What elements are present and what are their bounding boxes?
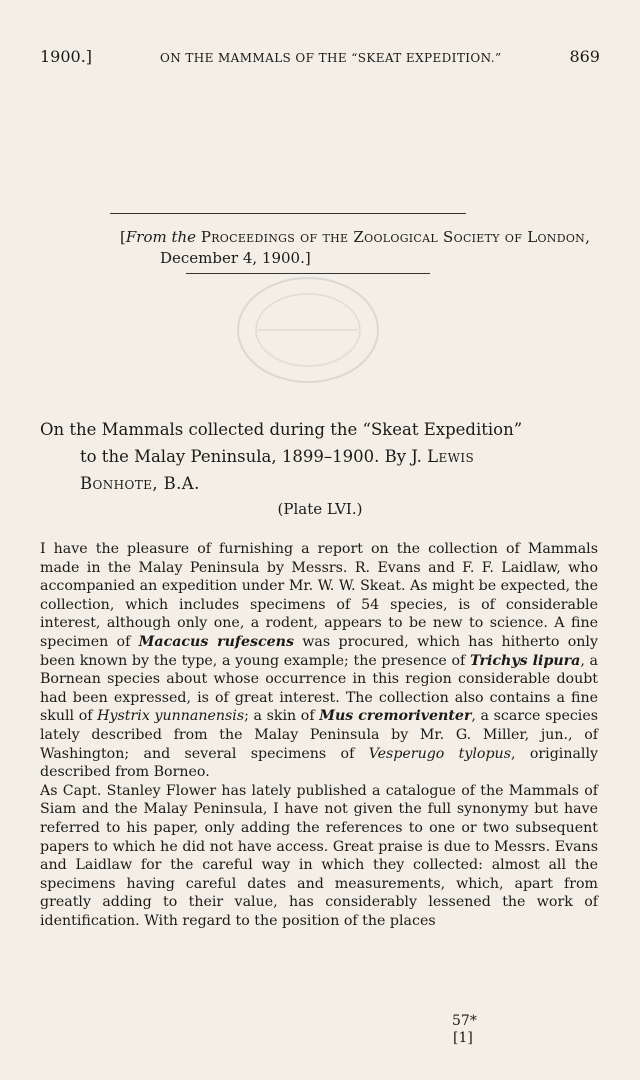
library-stamp-mark [228,272,388,392]
running-head [40,47,600,66]
paragraph-2: As Capt. Stanley Flower has lately published a catalogue of the Mammals of Siam and the Malay Peninsula, I have not given the full synonymy but have referred to his paper, only adding the references to one or two subsequent papers to which he did not have access. Great praise is due to Messrs. Evans and Laidlaw for the careful way in which they collected: almost all the specimens having careful dates and measurements, which, apart from greatly adding to their value, has considerably lessened the work of identification. With regard to the position of the places [40,782,598,929]
paper-title [40,416,610,497]
species-name: Trichys lipura [469,652,581,669]
author-first-name: Lewis [427,447,475,466]
species-name: Macacus rufescens [138,633,294,650]
paper-title-line2: to the Malay Peninsula, 1899–1900. By J. Lewis [80,447,475,466]
species-name: Hystrix yunnanensis [97,708,245,725]
paragraph-1: I have the pleasure of furnishing a report on the collection of Mammals made in the Malay Peninsula by Messrs. R. Evans and F. F. Laidlaw, who accompanied an expedition under Mr. W. W. Skeat. As might be expected, the collection, which includes specimens of 54 species, is of considerable interest, although only one, a rodent, appears to be new to science. A fine specimen of Macacus rufescens was procured, which has hitherto only been known by the type, a young example; the presence of Trichys lipura, a Bornean species about whose occurrence in this region considerable doubt had been expressed, is of great interest. The collection also contains a fine skull of Hystrix yunnanensis; a skin of Mus cremoriventer, a scarce species lately described from the Malay Peninsula by Mr. G. Miller, jun., of Washington; and several specimens of Vesperugo tylopus, originally described from Borneo. [40,541,599,781]
header-title: ON THE MAMMALS OF THE “SKEAT EXPEDITION.” [160,51,502,65]
header-page-number: 869 [569,47,600,66]
plate-reference: (Plate LVI.) [277,500,363,518]
top-rule [110,213,466,214]
source-line [120,227,620,248]
body-text [40,540,598,930]
paper-title-author: Bonhote, B.A. [80,474,200,493]
source-society: Proceedings of the Zoological Society of London, [200,228,591,246]
source-from: From the [125,228,197,246]
header-year: 1900.] [40,47,93,66]
species-name: Mus cremoriventer [319,708,472,725]
source-date: December 4, 1900.] [160,249,311,267]
source-bracket: [ [120,228,126,246]
reprint-page-number: [1] [453,1030,473,1046]
signature-mark: 57* [452,1013,477,1029]
paper-title-line1: On the Mammals collected during the “Skeat Expedition” [40,420,523,439]
species-name: Vesperugo tylopus [368,745,511,762]
